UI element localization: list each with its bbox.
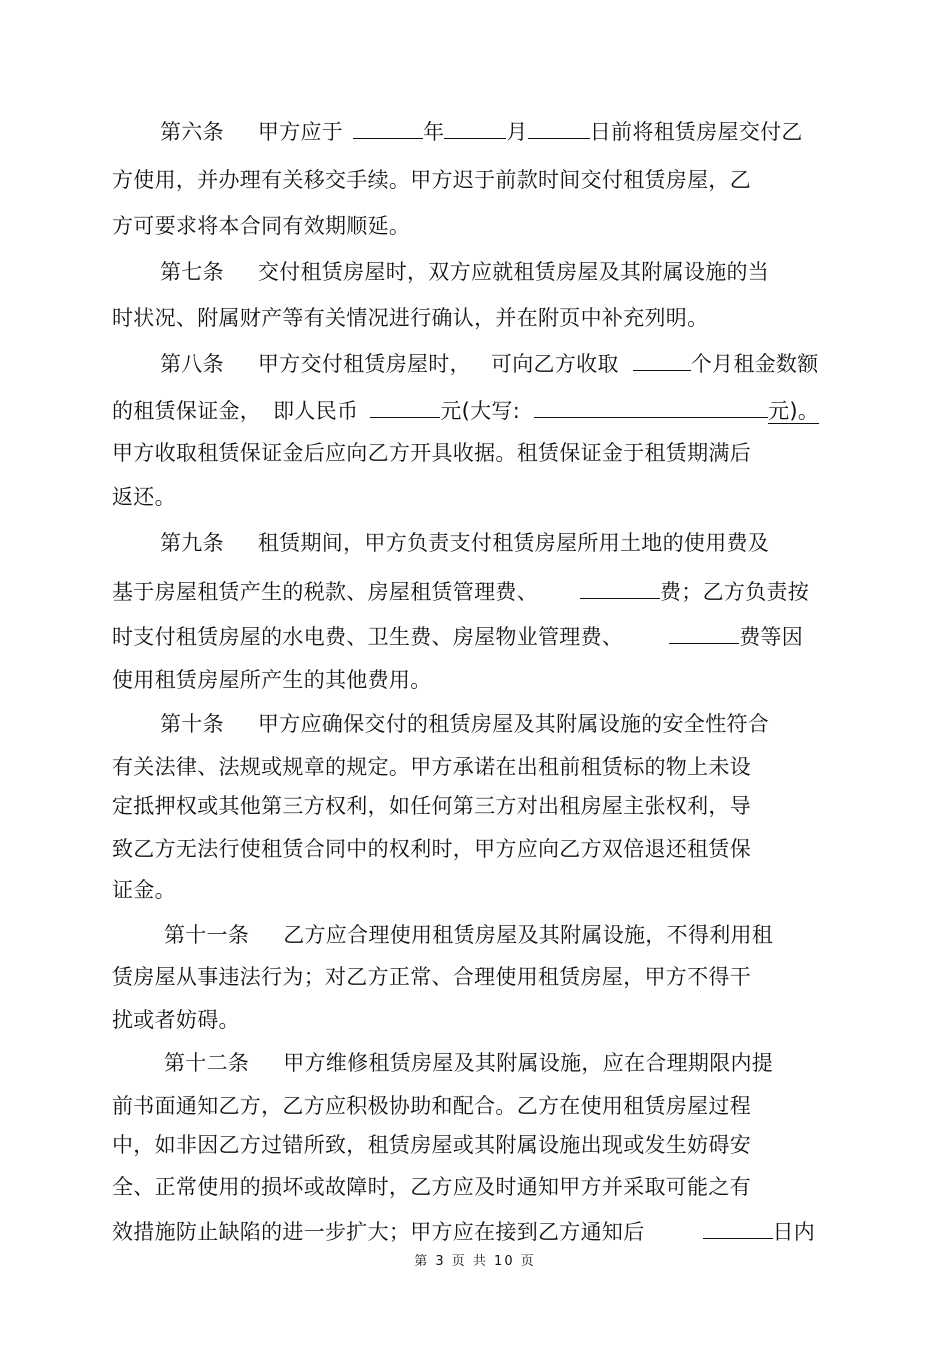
text-segment: 个月租金数额: [690, 352, 819, 376]
article-6-line-2: 方使用，并办理有关移交手续。甲方迟于前款时间交付租赁房屋，乙: [112, 168, 751, 192]
text-segment: 乙方应合理使用租赁房屋及其附属设施，不得利用租: [283, 923, 774, 947]
article-12-label: 第十二条: [164, 1051, 250, 1075]
article-6-line-3: 方可要求将本合同有效期顺延。: [112, 214, 411, 238]
text-segment: 月: [506, 120, 528, 144]
article-8-line-3: 甲方收取租赁保证金后应向乙方开具收据。租赁保证金于租赁期满后: [112, 441, 751, 465]
text-segment: 元(大写:: [440, 399, 521, 423]
blank-deposit-months[interactable]: [633, 348, 691, 371]
text-segment: 日内: [772, 1220, 816, 1244]
text-segment: 甲方应确保交付的租赁房屋及其附属设施的安全性符合: [257, 712, 770, 736]
blank-landlord-fee[interactable]: [580, 576, 660, 599]
text-segment: 租赁期间，甲方负责支付租赁房屋所用土地的使用费及: [257, 531, 770, 555]
page-number: 第 3 页 共 10 页: [414, 1254, 536, 1269]
text-segment: 甲方维修租赁房屋及其附属设施，应在合理期限内提: [283, 1051, 774, 1075]
article-6-line-1: [160, 116, 803, 146]
text-segment: 年: [423, 120, 445, 144]
text-segment: 的租赁保证金，: [112, 399, 262, 423]
article-8-label: 第八条: [160, 352, 224, 376]
article-11-line-2: 赁房屋从事违法行为；对乙方正常、合理使用租赁房屋，甲方不得干: [112, 965, 751, 989]
article-9-line-3: [112, 621, 803, 651]
article-9-line-1: [160, 529, 769, 557]
article-12-line-2: 前书面通知乙方，乙方应积极协助和配合。乙方在使用租赁房屋过程: [112, 1094, 751, 1118]
text-segment: 即人民币: [273, 399, 359, 423]
text-segment: 效措施防止缺陷的进一步扩大；甲方应在接到乙方通知后: [112, 1220, 645, 1244]
article-9-line-2: [112, 576, 809, 606]
article-10-line-5: 证金。: [112, 878, 176, 902]
article-11-line-3: 扰或者妨碍。: [112, 1008, 240, 1032]
text-segment: 时支付租赁房屋的水电费、卫生费、房屋物业管理费、: [112, 625, 624, 649]
article-8-line-2: [112, 395, 819, 425]
article-12-line-5: [112, 1216, 815, 1246]
article-9-label: 第九条: [160, 531, 224, 555]
article-10-line-2: 有关法律、法规或规章的规定。甲方承诺在出租前租赁标的物上未设: [112, 755, 751, 779]
blank-repair-days[interactable]: [703, 1216, 773, 1239]
text-segment: 可向乙方收取: [490, 352, 619, 376]
text-segment: 费；乙方负责按: [660, 580, 810, 604]
text-segment: 交付租赁房屋时，双方应就租赁房屋及其附属设施的当: [257, 260, 770, 284]
article-10-line-3: 定抵押权或其他第三方权利，如任何第三方对出租房屋主张权利，导: [112, 794, 751, 818]
article-12-line-4: 全、正常使用的损坏或故障时，乙方应及时通知甲方并采取可能之有: [112, 1175, 751, 1199]
article-7-label: 第七条: [160, 260, 224, 284]
text-segment: 甲方交付租赁房屋时，: [257, 352, 471, 376]
article-10-label: 第十条: [160, 712, 224, 736]
article-11-label: 第十一条: [164, 923, 250, 947]
article-8-line-4: 返还。: [112, 485, 176, 509]
blank-month[interactable]: [444, 116, 506, 139]
text-segment: 日前将租赁房屋交付乙: [589, 120, 803, 144]
article-9-line-4: 使用租赁房屋所产生的其他费用。: [112, 668, 432, 692]
article-11-line-1: [164, 921, 773, 949]
article-10-line-4: 致乙方无法行使租赁合同中的权利时，甲方应向乙方双倍退还租赁保: [112, 837, 751, 861]
blank-deposit-amount-in-words[interactable]: [534, 395, 768, 418]
blank-day[interactable]: [528, 116, 590, 139]
blank-deposit-amount[interactable]: [370, 395, 440, 418]
article-6-label: 第六条: [160, 120, 224, 144]
text-segment: 费等因: [739, 625, 804, 649]
article-7-line-2: 时状况、附属财产等有关情况进行确认，并在附页中补充列明。: [112, 306, 709, 330]
blank-year[interactable]: [353, 116, 423, 139]
text-segment: 基于房屋租赁产生的税款、房屋租赁管理费、: [112, 580, 538, 604]
text-segment: 甲方应于: [257, 120, 344, 144]
article-12-line-3: 中，如非因乙方过错所致，租赁房屋或其附属设施出现或发生妨碍安: [112, 1133, 751, 1157]
article-12-line-1: [164, 1049, 773, 1077]
text-segment: 元)。: [768, 399, 820, 423]
article-10-line-1: [160, 710, 769, 738]
blank-tenant-fee[interactable]: [669, 621, 739, 644]
article-8-line-1: [160, 348, 819, 378]
article-7-line-1: [160, 258, 769, 286]
